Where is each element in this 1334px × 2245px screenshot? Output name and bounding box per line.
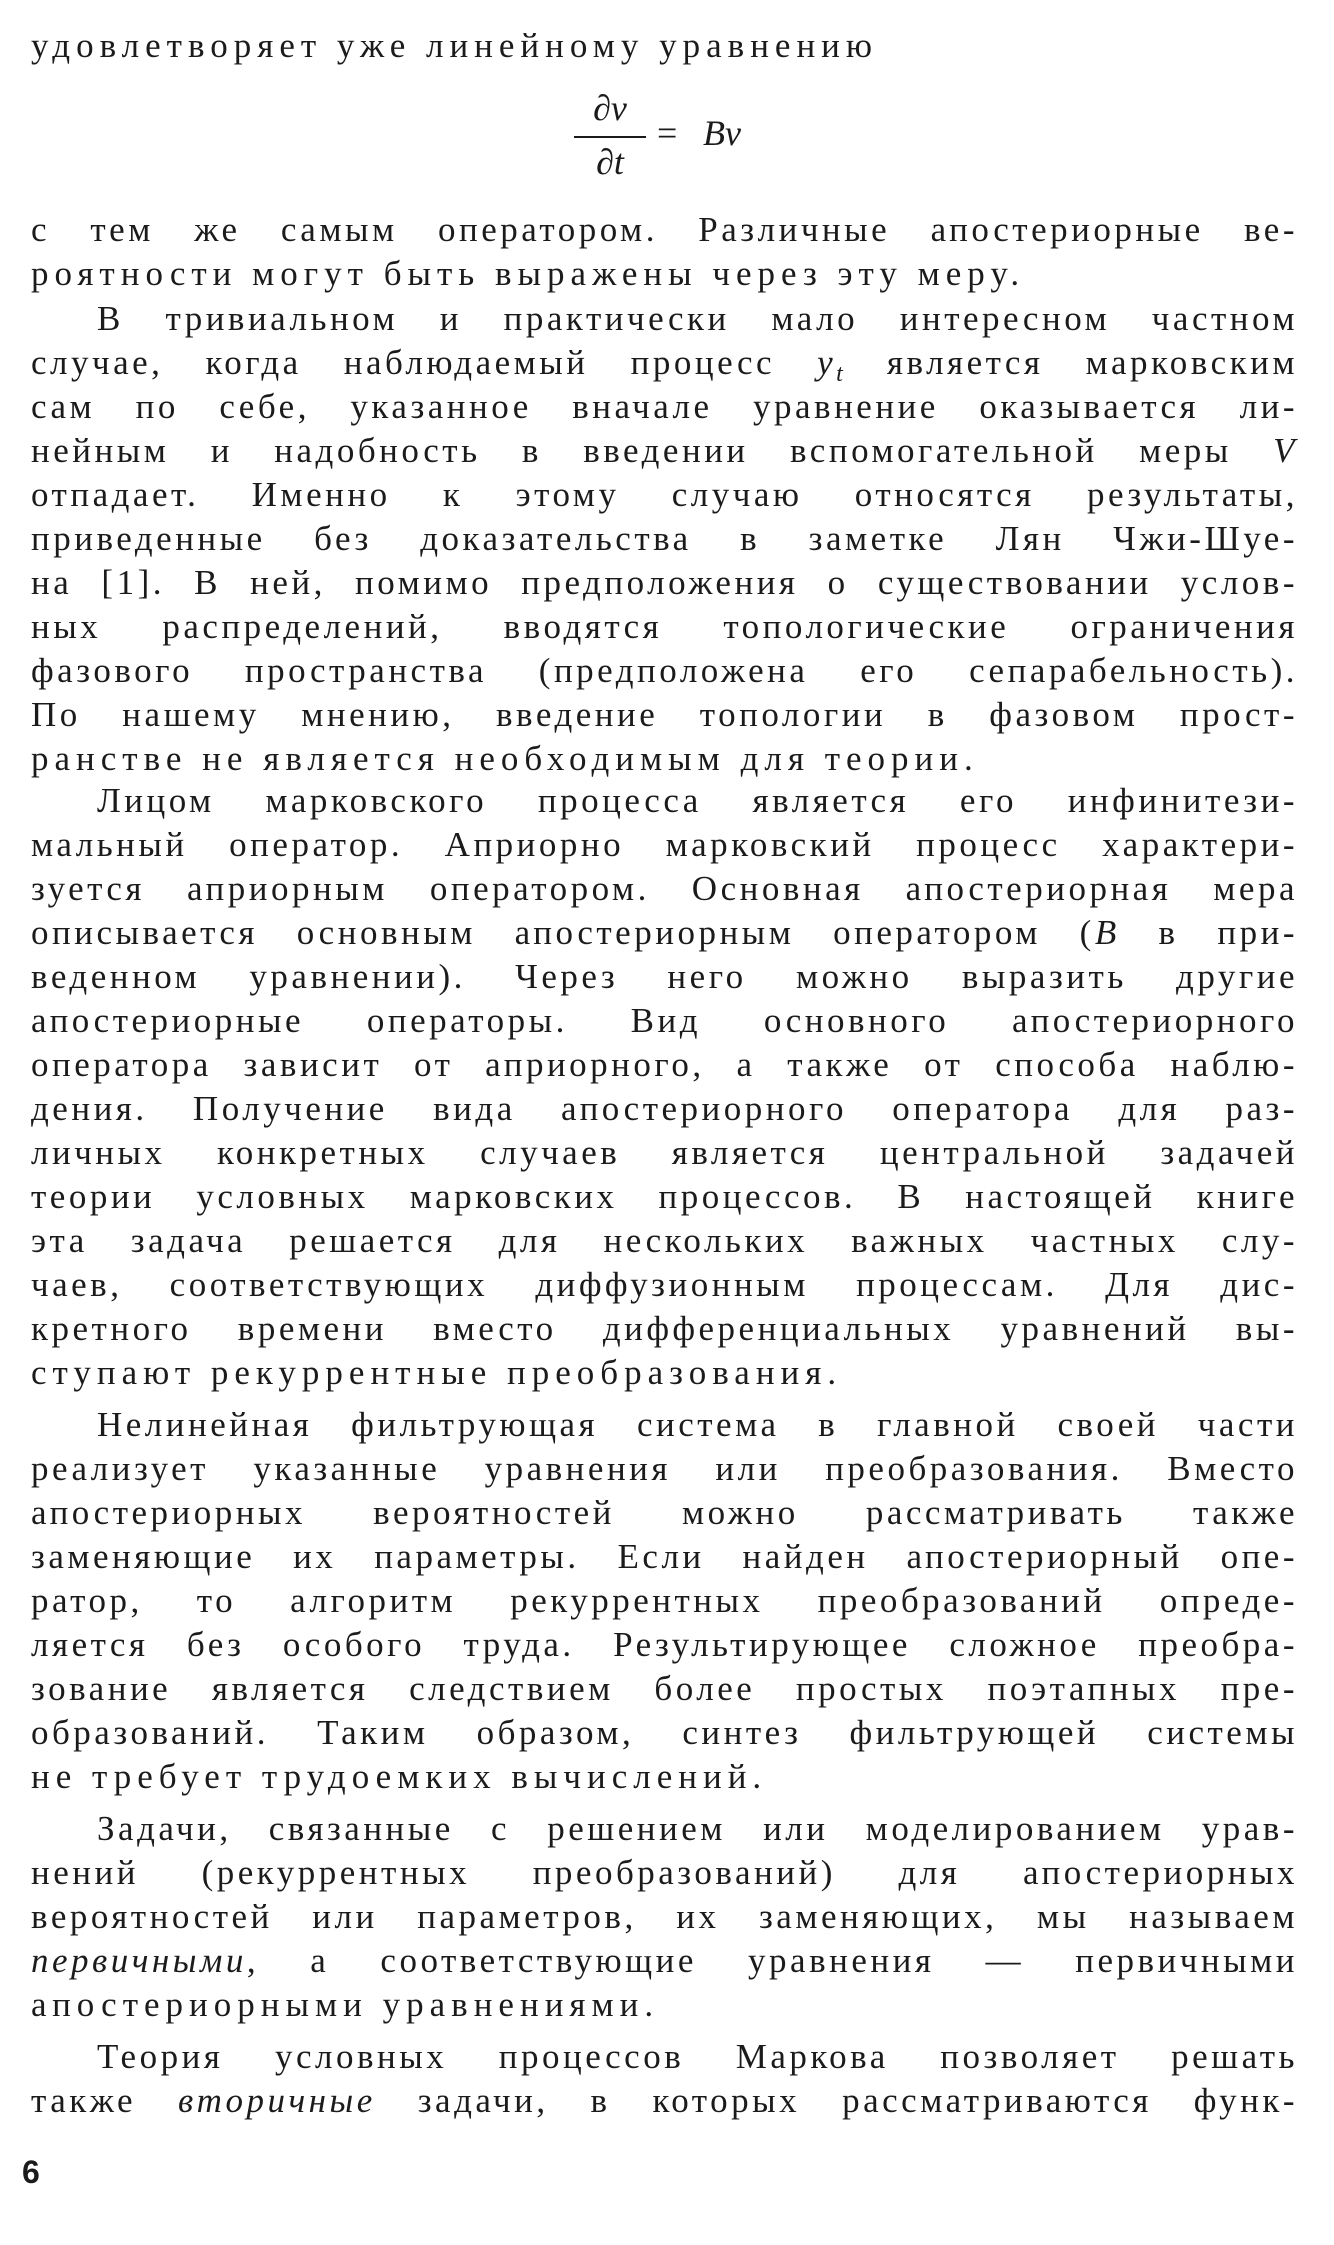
text-segment: также [31,2081,178,2120]
paragraph [31,208,1298,296]
italic-term: вторичные [177,2081,376,2120]
text-line: зуется априорным оператором. Основная апостериорная мера [31,869,1298,908]
text-line: дения. Получение вида апостериорного оператора для раз- [31,1089,1298,1128]
fraction-bar [574,136,646,138]
paragraph [31,1807,1298,2027]
text-line: веденном уравнении). Через него можно выразить другие [31,957,1298,996]
text-segment: в при- [1119,913,1298,952]
text-line: фазового пространства (предположена его сепарабельность). [31,651,1298,690]
italic-term: первичными [31,1941,247,1980]
math-subscript: t [836,361,845,385]
text-line [31,1939,1298,1983]
text-line: заменяющие их параметры. Если найден апостериорный опе- [31,1537,1298,1576]
equals-sign: = [657,113,678,153]
text-segment: является марковским [844,343,1298,382]
text-line: апостериорные операторы. Вид основного апостериорного [31,1001,1298,1040]
text-segment: , а соответствующие уравнения — первичными [246,1941,1298,1980]
paragraph [31,297,1298,781]
equation-denominator: ∂t [596,142,624,182]
text-line: отпадает. Именно к этому случаю относятся результаты, [31,475,1298,514]
text-line: Нелинейная фильтрующая система в главной своей части [97,1405,1298,1444]
text-line: В тривиальном и практически мало интересном частном [97,299,1298,338]
text-line: ратор, то алгоритм рекуррентных преобразований опреде- [31,1581,1298,1620]
text-line: с тем же самым оператором. Различные апостериорные ве- [31,210,1298,249]
text-line: По нашему мнению, введение топологии в фазовом прост- [31,695,1298,734]
text-line: чаев, соответствующих диффузионным процессам. Для дис- [31,1265,1298,1304]
text-line: оператора зависит от априорного, а также от способа наблю- [31,1045,1298,1084]
text-line: эта задача решается для нескольких важных частных слу- [31,1221,1298,1260]
text-line [31,2079,1298,2123]
equation-rhs: Bv [703,113,741,153]
text-line: приведенные без доказательства в заметке Лян Чжи-Шуе- [31,519,1298,558]
math-symbol: V [1273,431,1298,470]
text-line: ранстве не является необходимым для теории. [31,739,979,778]
equation-numerator: ∂v [593,88,627,128]
text-line: не требует трудоемких вычислений. [31,1757,768,1796]
intro-text [31,24,1298,68]
text-line: на [1]. В ней, помимо предположения о существовании услов- [31,563,1298,602]
text-line: нений (рекуррентных преобразований) для апостериорных [31,1853,1298,1892]
text-line: вероятностей или параметров, их заменяющих, мы называем [31,1897,1298,1936]
text-line: апостериорными уравнениями. [31,1985,660,2024]
paragraph [31,1403,1298,1799]
text-line: апостериорных вероятностей можно рассматривать также [31,1493,1298,1532]
text-line: удовлетворяет уже линейному уравнению [31,26,879,65]
page-number: 6 [22,2154,40,2190]
text-line: Лицом марковского процесса является его инфинитези- [97,781,1298,820]
text-line [31,341,1298,385]
text-line: Задачи, связанные с решением или моделированием урав- [97,1809,1298,1848]
text-line: кретного времени вместо дифференциальных уравнений вы- [31,1309,1298,1348]
text-line: личных конкретных случаев является центральной задачей [31,1133,1298,1172]
math-symbol: B [1094,913,1120,952]
text-line: мальный оператор. Априорно марковский процесс характери- [31,825,1298,864]
text-segment: описывается основным апостериорным оператором ( [31,913,1095,952]
text-line: теории условных марковских процессов. В настоящей книге [31,1177,1298,1216]
text-line: сам по себе, указанное вначале уравнение оказывается ли- [31,387,1298,426]
text-segment: случае, когда наблюдаемый процесс [31,343,818,382]
text-line: зование является следствием более простых поэтапных пре- [31,1669,1298,1708]
text-line [31,429,1298,473]
math-symbol: y [817,343,837,382]
paragraph [31,2035,1298,2123]
text-segment: задачи, в которых рассматриваются функ- [375,2081,1298,2120]
text-line: ных распределений, вводятся топологические ограничения [31,607,1298,646]
text-segment: нейным и надобность в введении вспомогательной меры [31,431,1274,470]
text-line: реализует указанные уравнения или преобразования. Вместо [31,1449,1298,1488]
text-line: образований. Таким образом, синтез фильтрующей системы [31,1713,1298,1752]
text-line: роятности могут быть выражены через эту меру. [31,254,1026,293]
text-line: ступают рекуррентные преобразования. [31,1353,843,1392]
text-line [31,911,1298,955]
paragraph [31,779,1298,1395]
text-line: ляется без особого труда. Результирующее сложное преобра- [31,1625,1298,1664]
text-line: Теория условных процессов Маркова позволяет решать [97,2037,1298,2076]
